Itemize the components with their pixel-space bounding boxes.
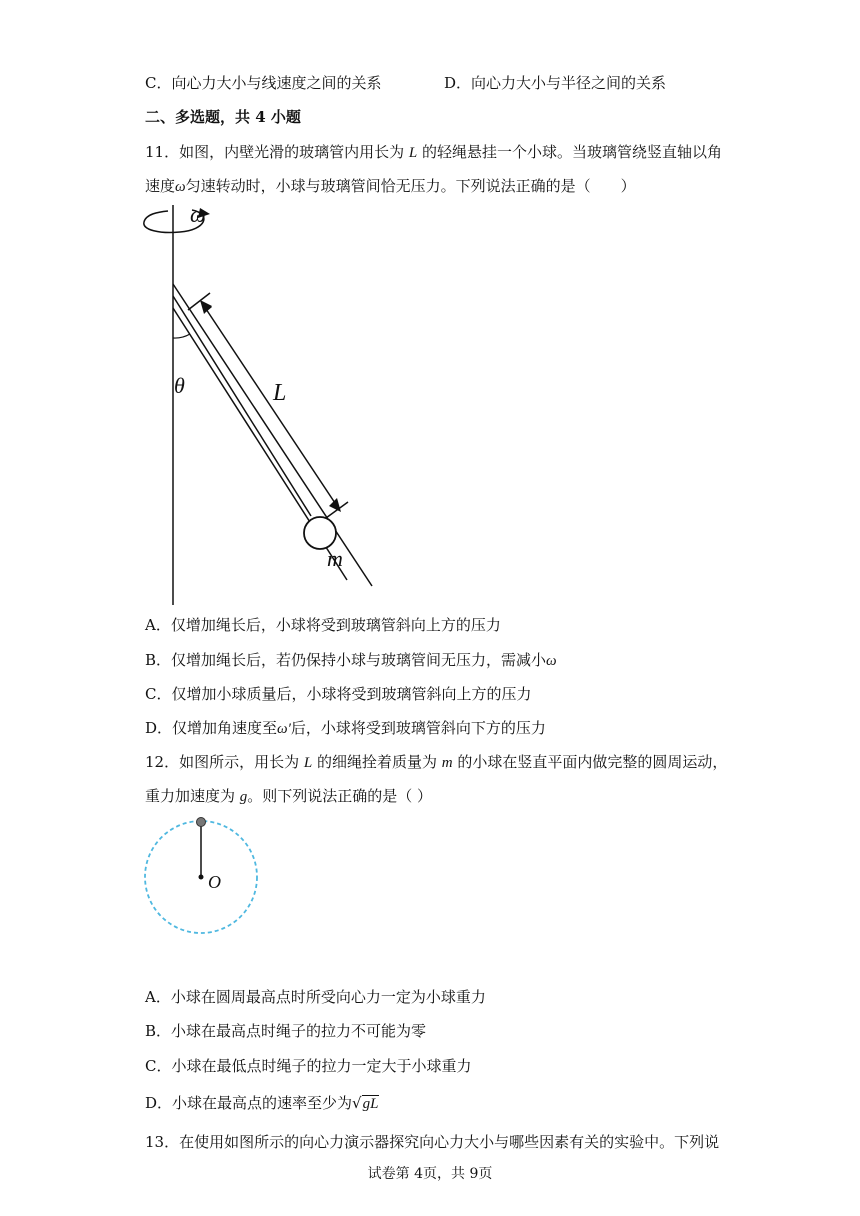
q12-option-c: C．小球在最低点时绳子的拉力一定大于小球重力 [145,1057,472,1075]
q11-option-d-text: 后，小球将受到玻璃管斜向下方的压力 [290,719,546,737]
q12-stem-text: 的小球在竖直平面内做完整的圆周运动， [452,753,728,771]
q11-option-b-text: B．仅增加绳长后，若仍保持小球与玻璃管间无压力，需减小 [145,651,547,669]
q11-figure [140,200,400,610]
m-label: m [327,546,343,571]
q12-var-l: L [303,755,313,771]
q11-stem-text: 匀速转动时，小球与玻璃管间恰无压力。下列说法正确的是（ ） [185,177,636,195]
q12-option-b: B．小球在最高点时绳子的拉力不可能为零 [145,1022,427,1040]
q12-option-d-text: D．小球在最高点的速率至少为 [145,1094,353,1112]
q12-var-g: g [239,789,248,805]
q12-figure [138,812,268,942]
q11-option-d [145,717,546,738]
q11-var-omega: ω [175,179,186,195]
q12-stem-text: 12．如图所示，用长为 [145,753,304,771]
q12-stem-line1 [145,751,727,772]
q11-stem-text: 的轻绳悬挂一个小球。当玻璃管绕竖直轴以角 [417,143,722,161]
q11-stem-text: 速度 [145,177,176,195]
q12-stem-text: 的细绳拴着质量为 [312,753,442,771]
q11-option-a: A．仅增加绳长后，小球将受到玻璃管斜向上方的压力 [145,616,501,634]
q11-option-b [145,649,557,670]
q12-option-a: A．小球在圆周最高点时所受向心力一定为小球重力 [145,988,486,1006]
center-o-label: O [208,872,221,892]
q12-stem-text: 。则下列说法正确的是（ ） [247,787,433,805]
q11-option-d-var: ω′ [277,721,291,737]
q11-stem-line2 [145,175,636,196]
theta-label: θ [174,373,185,398]
q11-option-c: C．仅增加小球质量后，小球将受到玻璃管斜向上方的压力 [145,685,532,703]
q11-stem-line1 [145,141,722,162]
q11-stem-text: 11．如图，内壁光滑的玻璃管内用长为 [145,143,409,161]
q11-option-b-var: ω [546,653,557,669]
section-heading: 二、多选题，共 4 小题 [145,108,301,126]
q12-stem-text: 重力加速度为 [145,787,240,805]
q12-var-m: m [441,755,453,771]
q13-stem-line1: 13．在使用如图所示的向心力演示器探究向心力大小与哪些因素有关的实验中。下列说 [145,1133,720,1151]
page-footer: 试卷第 4页，共 9页 [367,1166,493,1182]
q10-option-c: C．向心力大小与线速度之间的关系 [145,74,382,92]
omega-label: ω [190,202,206,227]
sqrt-radicand: gL [362,1096,379,1112]
q12-stem-line2 [145,785,432,806]
q10-option-d: D．向心力大小与半径之间的关系 [444,74,667,92]
q11-var-l: L [408,145,418,161]
sqrt-expression: √gL [352,1094,379,1112]
q11-option-d-text: D．仅增加角速度至 [145,719,278,737]
l-label: L [273,380,287,406]
q12-option-d [145,1092,379,1113]
